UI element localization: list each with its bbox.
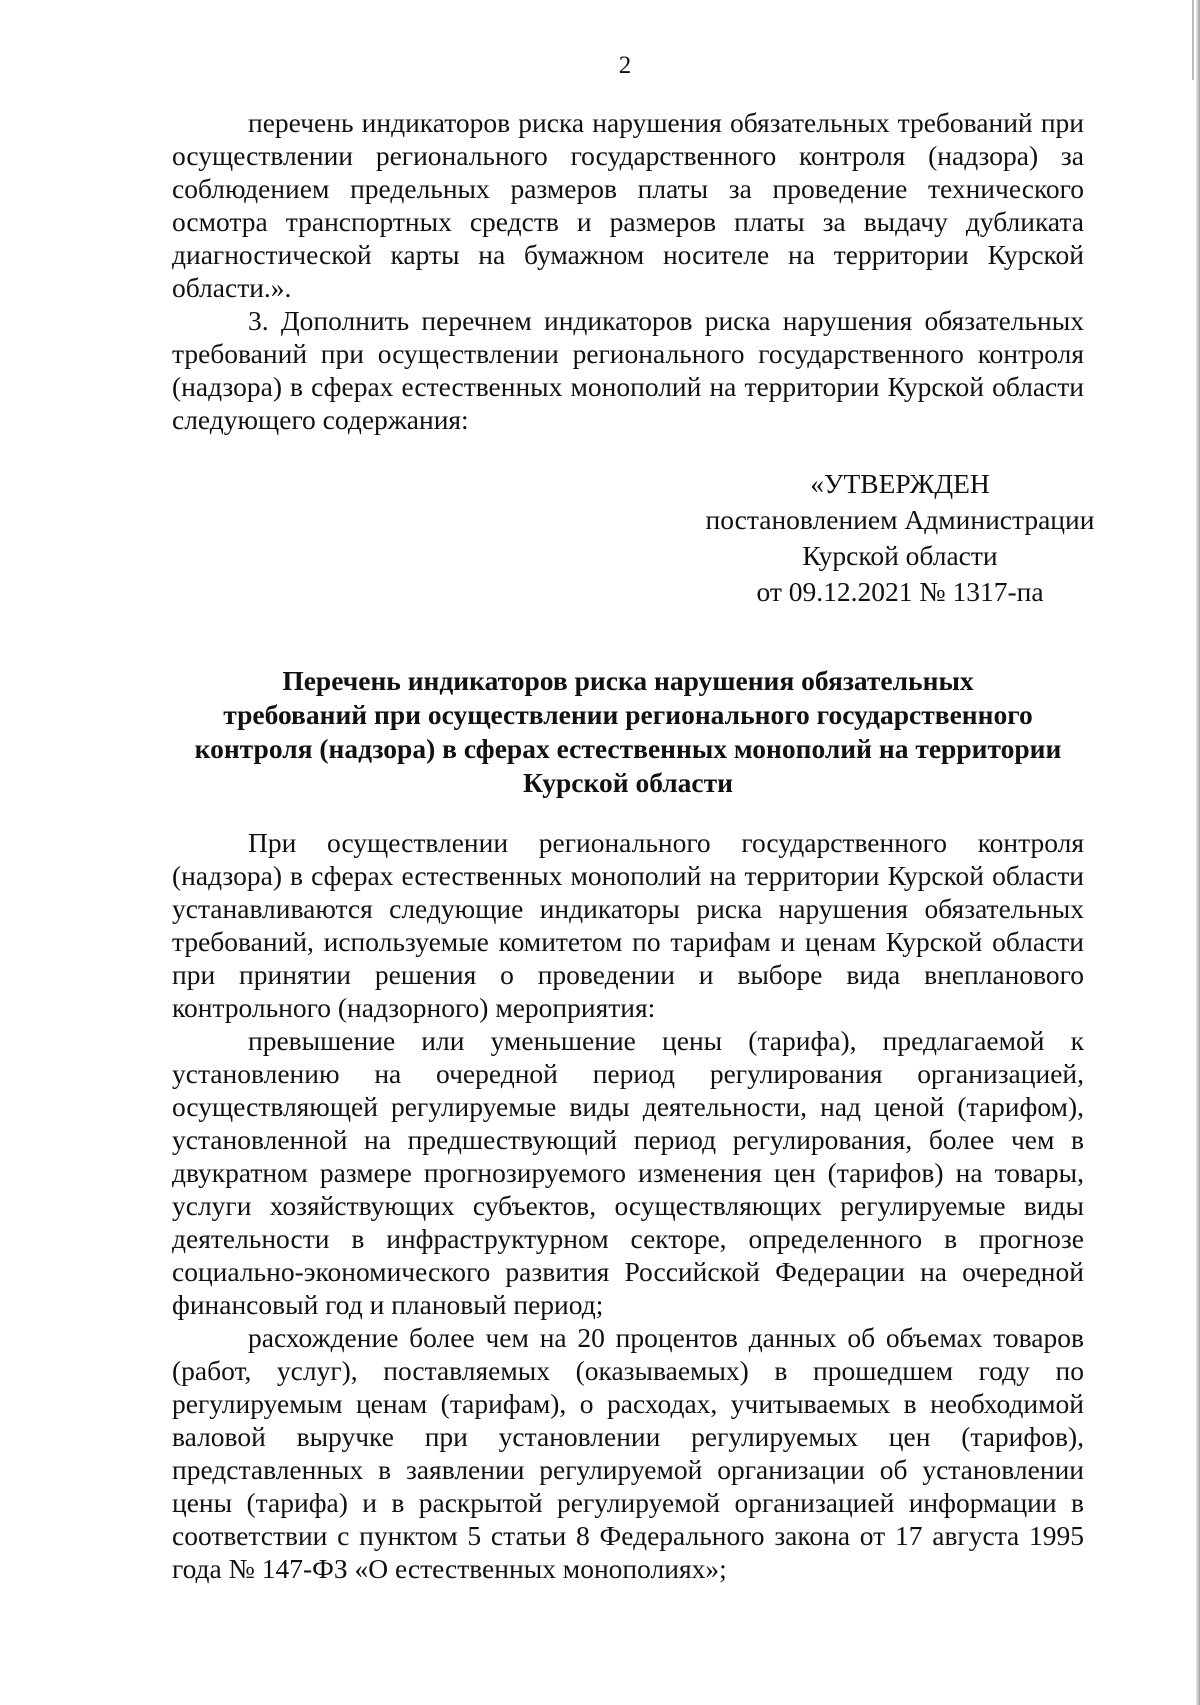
approval-line-region: Курской области xyxy=(802,540,998,571)
main-paragraph-preamble: При осуществлении регионального государственного контроля (надзора) в сферах естественных монополий на территории Курской области устанавливаются следующие индикаторы риска нарушения обязательных требований, используемые комитетом по тарифам и ценам Курской области при принятии решения о проведении и выборе вида внепланового контрольного (надзорного) мероприятия: xyxy=(172,827,1084,1023)
main-section xyxy=(172,826,1084,1585)
approval-line-date-number: от 09.12.2021 № 1317-па xyxy=(756,576,1044,607)
heading-line-1: Перечень индикаторов риска нарушения обязательных xyxy=(282,665,974,696)
heading-line-2: требований при осуществлении регионального государственного xyxy=(223,699,1033,730)
approval-stamp-block xyxy=(640,466,1160,610)
approval-line-approved: «УТВЕРЖДЕН xyxy=(810,468,990,499)
intro-section xyxy=(172,106,1084,436)
approval-line-resolution: постановлением Администрации xyxy=(705,504,1095,535)
main-paragraph-indicator-2: расхождение более чем на 20 процентов данных об объемах товаров (работ, услуг), поставляемых (оказываемых) в прошедшем году по регулируемым ценам (тарифам), о расходах, учитываемых в необходимой валовой выручке при установлении регулируемых цен (тарифов), представленных в заявлении регулируемой организации об установлении цены (тарифа) и в раскрытой регулируемой организацией информации в соответствии с пунктом 5 статьи 8 Федерального закона от 17 августа 1995 года № 147-ФЗ «О естественных монополиях»; xyxy=(172,1322,1084,1584)
document-heading xyxy=(172,664,1084,800)
intro-paragraph-list-end: перечень индикаторов риска нарушения обязательных требований при осуществлении регионального государственного контроля (надзора) за соблюдением предельных размеров платы за проведение технического осмотра транспортных средств и размеров платы за выдачу дубликата диагностической карты на бумажном носителе на территории Курской области.». xyxy=(172,107,1084,303)
heading-line-4: Курской области xyxy=(522,767,733,798)
scan-edge-shadow xyxy=(1196,0,1200,1705)
intro-paragraph-item-3: 3. Дополнить перечнем индикаторов риска нарушения обязательных требований при осуществлении регионального государственного контроля (надзора) в сферах естественных монополий на территории Курской области следующего содержания: xyxy=(172,305,1084,435)
main-paragraph-indicator-1: превышение или уменьшение цены (тарифа), предлагаемой к установлению на очередной период регулирования организацией, осуществляющей регулируемые виды деятельности, над ценой (тарифом), установленной на предшествующий период регулирования, более чем в двукратном размере прогнозируемого изменения цен (тарифов) на товары, услуги хозяйствующих субъектов, осуществляющих регулируемые виды деятельности в инфраструктурном секторе, определенного в прогнозе социально-экономического развития Российской Федерации на очередной финансовый год и плановый период; xyxy=(172,1025,1084,1320)
page-number: 2 xyxy=(618,52,632,79)
heading-line-3: контроля (надзора) в сферах естественных монополий на территории xyxy=(194,733,1062,764)
